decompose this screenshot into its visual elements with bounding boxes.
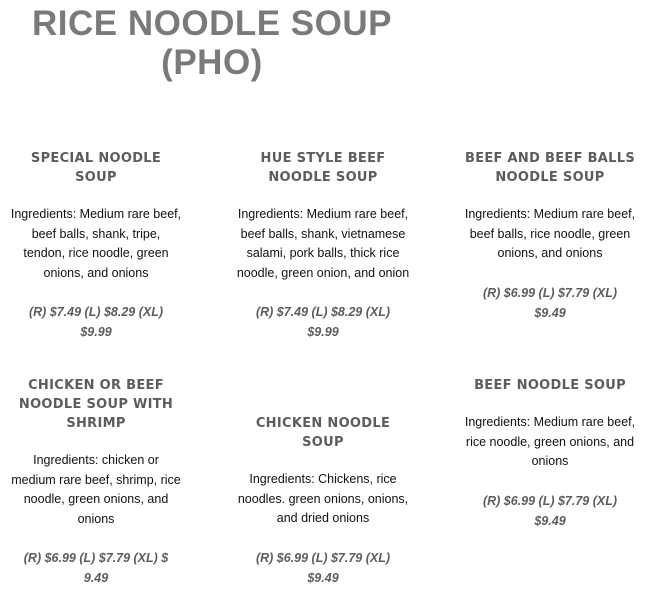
menu-item-chicken-noodle-soup (223, 414, 423, 588)
item-description-line: beef balls, rice noodle, green (469, 226, 631, 241)
item-name-line: CHICKEN OR BEEF (28, 378, 164, 393)
item-price-line: (R) $6.99 (L) $7.79 (XL) (482, 493, 618, 508)
item-description-line: medium rare beef, shrimp, rice (11, 472, 181, 487)
item-name-line: CHICKEN NOODLE (255, 416, 391, 431)
item-name (223, 149, 423, 187)
item-name-line: NOODLE SOUP (268, 170, 378, 185)
item-name-line: BEEF NOODLE SOUP (474, 378, 626, 393)
item-name (0, 376, 196, 433)
item-description-line: Ingredients: Medium rare beef, (464, 415, 636, 429)
item-description-line: tendon, rice noodle, green (23, 246, 169, 260)
item-description-line: Ingredients: Chickens, rice (249, 472, 397, 486)
item-price-line: (R) $7.49 (L) $8.29 (XL) (255, 305, 391, 319)
item-price-line: 9.49 (83, 571, 109, 585)
item-price (223, 548, 423, 588)
item-name-line: BEEF AND BEEF BALLS (464, 151, 635, 166)
item-name-line: NOODLE SOUP (495, 170, 605, 185)
item-description-line: noodle, green onion, and onion (236, 265, 410, 280)
item-price (223, 302, 423, 342)
item-name (450, 376, 650, 395)
item-price-line: (R) $6.99 (L) $7.79 (XL) (255, 550, 391, 565)
item-description-line: Ingredients: Medium rare beef, (10, 207, 182, 221)
item-description-line: Ingredients: Medium rare beef, (237, 207, 409, 221)
item-description-line: onions (531, 454, 569, 468)
menu-item-beef-and-beef-balls-noodle-soup (450, 149, 650, 323)
item-name (223, 414, 423, 452)
page-title (0, 4, 424, 82)
item-name-line: SOUP (302, 435, 344, 450)
item-description-line: onions, and onions (497, 246, 603, 260)
title-line: RICE NOODLE SOUP (32, 4, 392, 43)
title-line: (PHO) (161, 43, 263, 82)
item-name-line: HUE STYLE BEEF (260, 151, 386, 166)
item-description-line: salami, pork balls, thick rice (246, 246, 400, 260)
menu-item-hue-style-beef-noodle-soup (223, 149, 423, 342)
item-description (0, 451, 196, 529)
item-price (450, 283, 650, 323)
menu-item-chicken-or-beef-noodle-soup-with-shrimp (0, 376, 196, 588)
item-description-line: Ingredients: chicken or (33, 453, 159, 467)
item-price-line: (R) $6.99 (L) $7.79 (XL) $ (23, 551, 169, 565)
item-price (0, 548, 196, 588)
item-name-line: SOUP (75, 170, 117, 185)
item-name (450, 149, 650, 187)
item-description-line: rice noodle, green onions, and (465, 434, 635, 449)
item-description (450, 205, 650, 264)
item-price-line: $9.49 (307, 570, 339, 585)
item-name-line: NOODLE SOUP WITH (18, 397, 174, 412)
item-description (450, 413, 650, 472)
item-description-line: noodle, green onions, and (23, 492, 169, 506)
item-name-line: SHRIMP (66, 416, 126, 431)
item-price-line: $9.49 (534, 305, 566, 320)
item-price-line: (R) $7.49 (L) $8.29 (XL) (28, 305, 164, 319)
item-description (223, 205, 423, 283)
item-description (223, 470, 423, 529)
item-name-line: SPECIAL NOODLE (30, 151, 162, 166)
item-description-line: noodles. green onions, onions, (237, 491, 409, 506)
item-description-line: beef balls, shank, vietnamese (240, 226, 406, 241)
menu-item-beef-noodle-soup (450, 376, 650, 531)
item-description-line: Ingredients: Medium rare beef, (464, 207, 636, 221)
item-description-line: beef balls, shank, tripe, (31, 226, 161, 241)
item-price (450, 491, 650, 531)
item-name (0, 149, 196, 187)
item-description-line: and dried onions (276, 511, 370, 525)
item-price-line: $9.49 (534, 513, 566, 528)
item-description-line: onions (77, 511, 115, 526)
menu-item-special-noodle-soup (0, 149, 196, 342)
item-price-line: $9.99 (80, 325, 112, 339)
item-price-line: (R) $6.99 (L) $7.79 (XL) (482, 285, 618, 300)
item-description-line: onions, and onions (43, 265, 149, 280)
item-price-line: $9.99 (307, 325, 339, 339)
item-description (0, 205, 196, 283)
item-price (0, 302, 196, 342)
